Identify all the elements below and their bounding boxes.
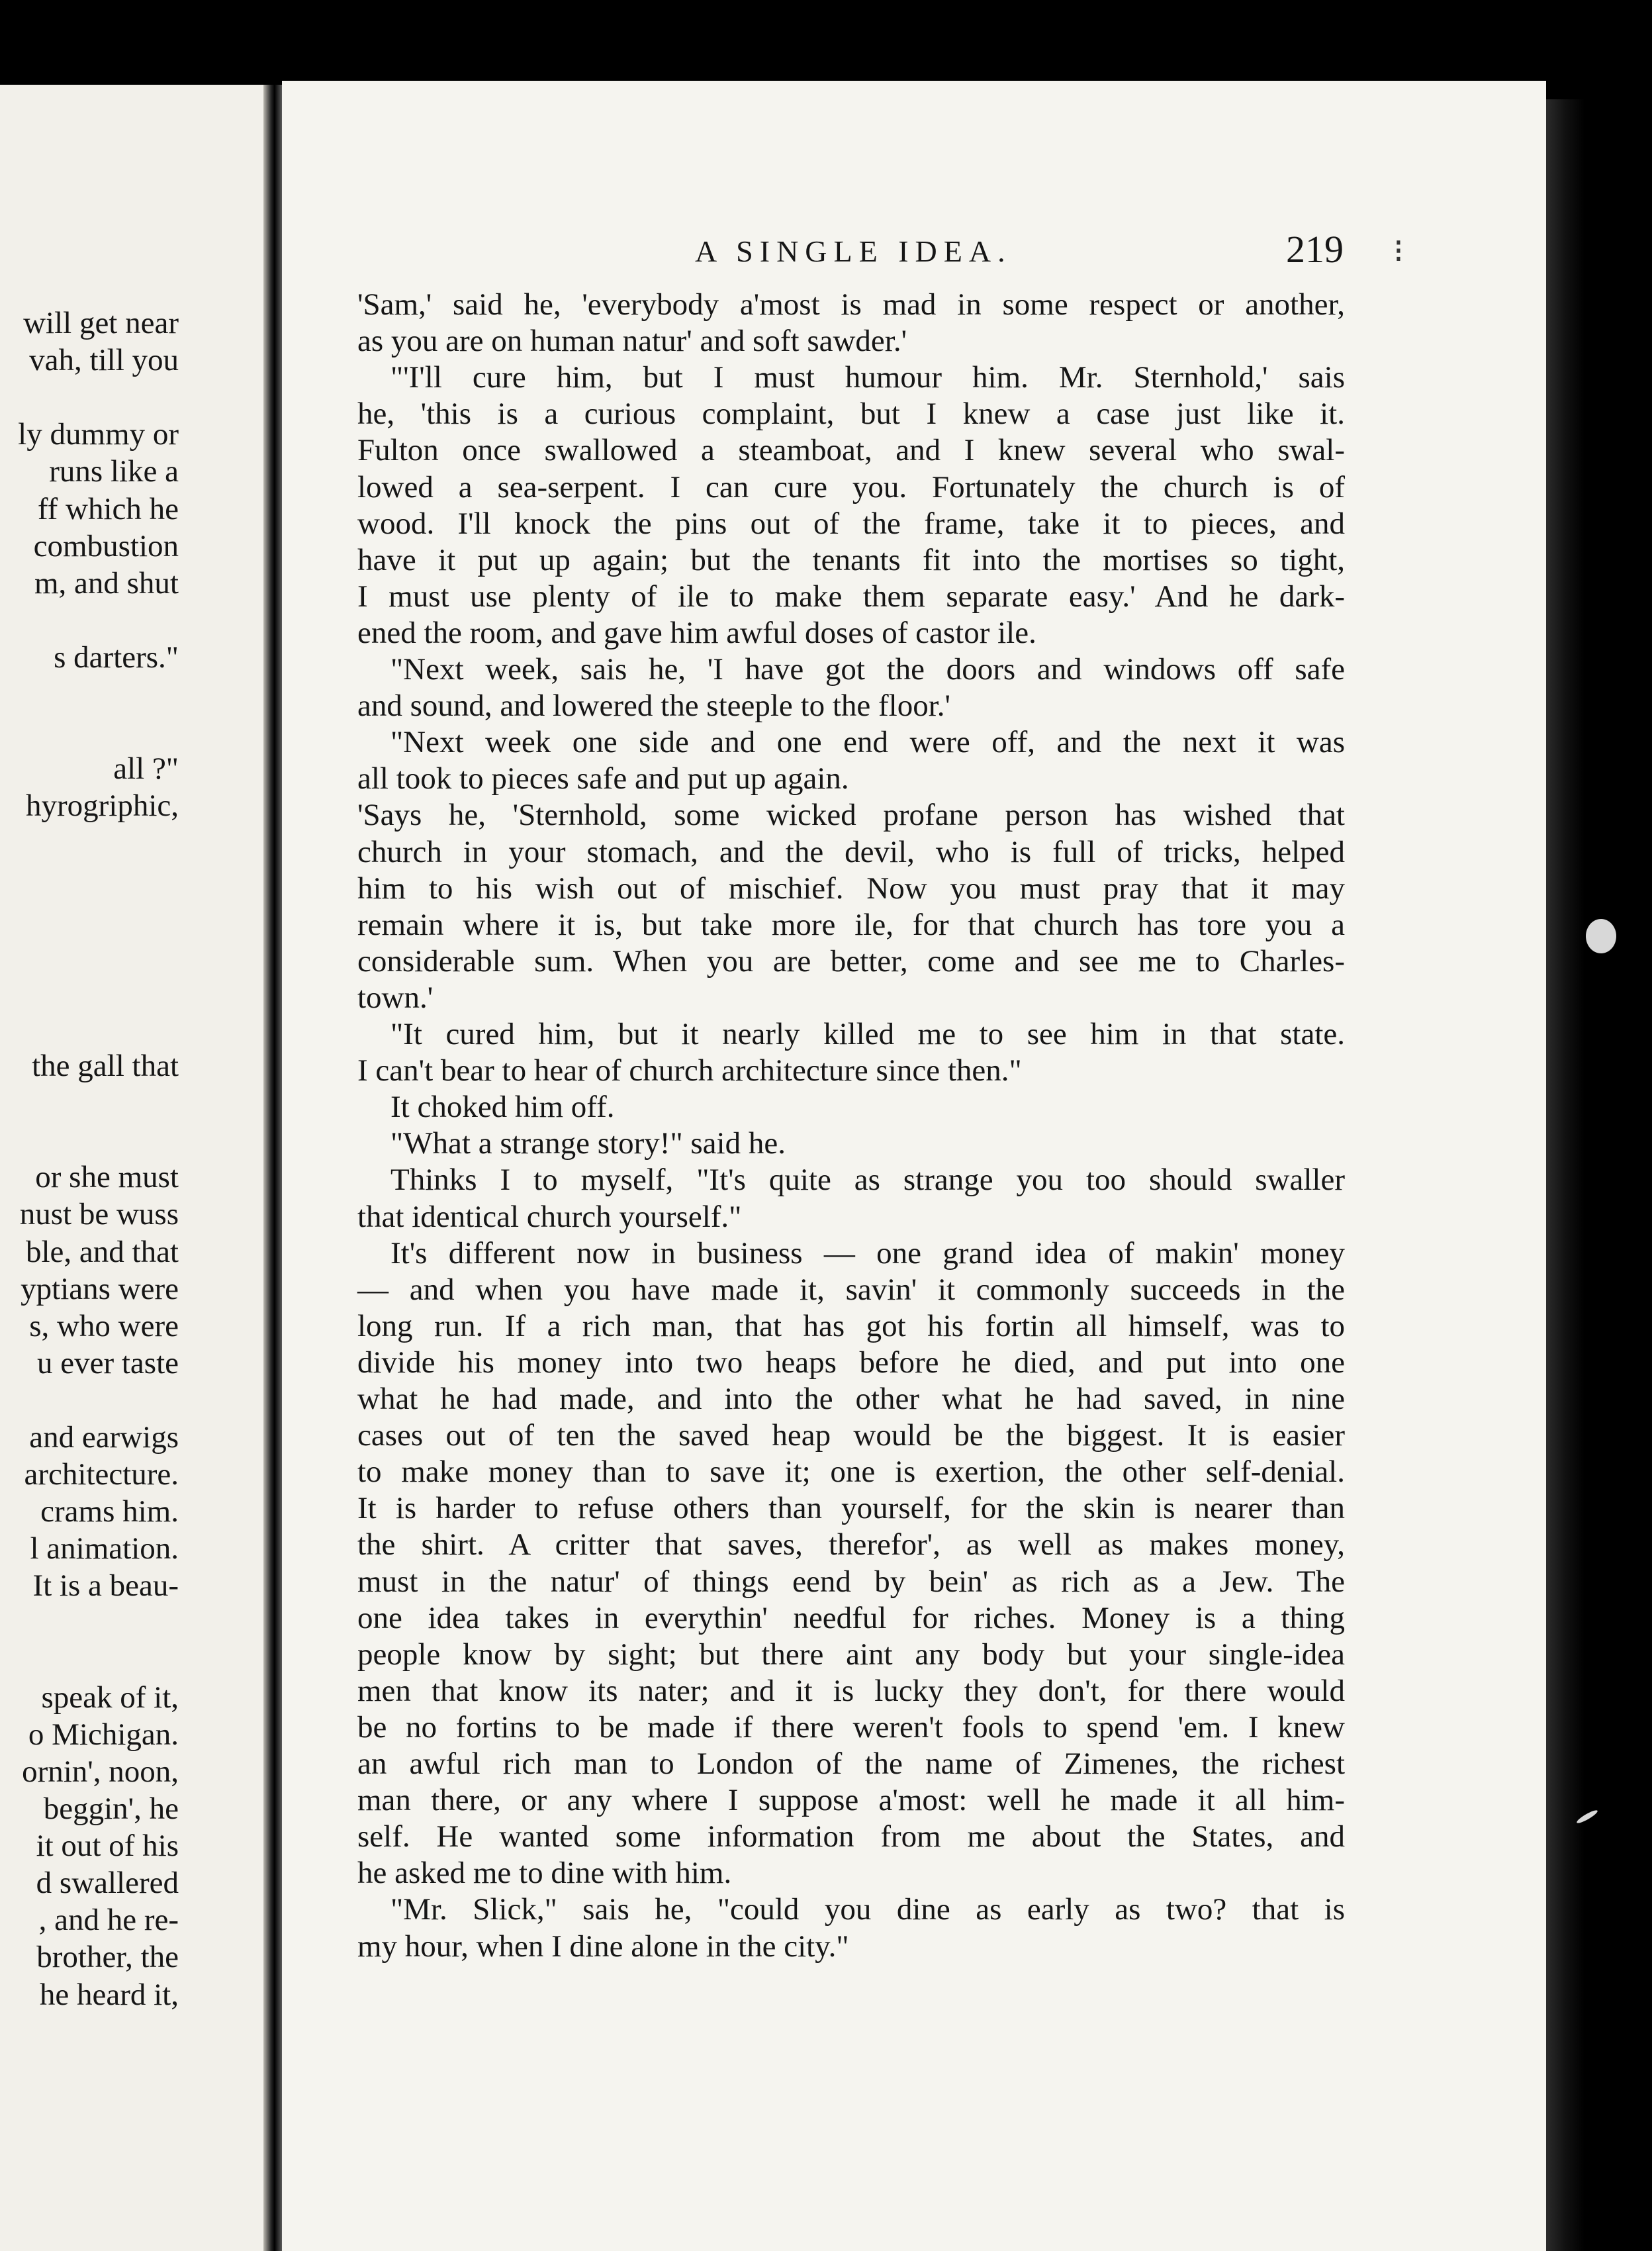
- text-line: "'I'll cure him, but I must humour him. Mr. Sternhold,' sais: [390, 360, 1345, 395]
- left-page: [0, 85, 263, 2251]
- left-page-line: [0, 936, 263, 973]
- left-page-line: [0, 379, 263, 416]
- text-line: man there, or any where I suppose a'most: well he made it all him-: [357, 1783, 1345, 1818]
- running-header: [351, 227, 1344, 273]
- text-line: self. He wanted some information from me about the States, and: [357, 1819, 1345, 1854]
- scan-background: [1584, 0, 1652, 2251]
- book-gutter: [263, 85, 282, 2251]
- text-line: I can't bear to hear of church architecture since then.": [357, 1053, 1022, 1088]
- left-page-line: vah, till you: [29, 343, 179, 378]
- margin-tick: ⁝: [1393, 232, 1404, 269]
- left-page-line: runs like a: [49, 454, 179, 489]
- text-line: 'Sam,' said he, 'everybody a'most is mad in some respect or another,: [357, 287, 1345, 322]
- left-page-line: s darters.": [54, 640, 179, 675]
- left-page-line: the gall that: [32, 1049, 179, 1083]
- text-line: lowed a sea-serpent. I can cure you. Fortunately the church is of: [357, 469, 1345, 504]
- text-line: It choked him off.: [390, 1090, 615, 1125]
- text-line: "It cured him, but it nearly killed me to see him in that state.: [390, 1017, 1345, 1051]
- left-page-line: ornin', noon,: [22, 1754, 179, 1789]
- left-page-line: architecture.: [24, 1457, 179, 1492]
- text-line: Fulton once swallowed a steamboat, and I knew several who swal-: [357, 433, 1345, 468]
- text-line: divide his money into two heaps before he died, and put into one: [357, 1345, 1345, 1380]
- left-page-line: will get near: [23, 306, 179, 340]
- text-line: "Next week one side and one end were off, and the next it was: [390, 725, 1345, 760]
- left-page-line: u ever taste: [36, 1345, 179, 1380]
- left-page-line: [0, 1122, 263, 1159]
- text-line: Thinks I to myself, "It's quite as strange you too should swaller: [390, 1163, 1345, 1198]
- page-number: 219: [1286, 228, 1344, 271]
- left-page-line: [0, 973, 263, 1010]
- left-page-line: [0, 899, 263, 936]
- text-line: him to his wish out of mischief. Now you must pray that it may: [357, 871, 1345, 906]
- text-line: town.': [357, 980, 434, 1015]
- text-line: that identical church yourself.": [357, 1199, 742, 1234]
- left-page-line: [0, 862, 263, 899]
- running-title: A SINGLE IDEA.: [695, 234, 1012, 268]
- text-line: long run. If a rich man, that has got his fortin all himself, was to: [357, 1308, 1345, 1343]
- text-line: considerable sum. When you are better, come and see me to Charles-: [357, 943, 1345, 979]
- left-page-line: l animation.: [30, 1531, 179, 1566]
- text-line: 'Says he, 'Sternhold, some wicked profane person has wished that: [357, 798, 1345, 833]
- left-page-line: ble, and that: [25, 1234, 179, 1269]
- left-page-line: he heard it,: [39, 1977, 179, 2012]
- text-line: wood. I'll knock the pins out of the frame, take it to pieces, and: [357, 506, 1345, 541]
- left-page-line: speak of it,: [41, 1680, 179, 1715]
- text-line: have it put up again; but the tenants fit into the mortises so tight,: [357, 542, 1345, 577]
- page-edge-shadow: [1546, 99, 1584, 2251]
- text-line: remain where it is, but take more ile, for that church has tore you a: [357, 907, 1345, 942]
- left-page-line: , and he re-: [38, 1903, 179, 1938]
- text-line: church in your stomach, and the devil, who is full of tricks, helped: [357, 834, 1345, 869]
- text-line: I must use plenty of ile to make them separate easy.' And he dark-: [357, 579, 1345, 614]
- text-line: and sound, and lowered the steeple to the floor.': [357, 689, 951, 724]
- text-line: people know by sight; but there aint any body but your single-idea: [357, 1637, 1345, 1672]
- text-line: men that know its nater; and it is lucky they don't, for there would: [357, 1673, 1345, 1708]
- left-page-line: combustion: [33, 528, 179, 563]
- left-page-line: [0, 1084, 263, 1122]
- left-page-line: [0, 713, 263, 750]
- left-page-line: ly dummy or: [18, 417, 179, 452]
- text-line: he, 'this is a curious complaint, but I knew a case just like it.: [357, 397, 1345, 432]
- text-line: must in the natur' of things eend by bein' as rich as a Jew. The: [357, 1564, 1345, 1599]
- text-line: all took to pieces safe and put up again.: [357, 761, 849, 796]
- left-page-line: nust be wuss: [19, 1197, 179, 1232]
- left-page-line: [0, 1010, 263, 1047]
- text-line: an awful rich man to London of the name of Zimenes, the richest: [357, 1747, 1345, 1781]
- dust-speck: [1586, 919, 1616, 953]
- text-line: "Mr. Slick," sais he, "could you dine as early as two? that is: [390, 1892, 1345, 1927]
- left-page-line: m, and shut: [34, 565, 179, 600]
- text-line: ened the room, and gave him awful doses of castor ile.: [357, 615, 1036, 650]
- text-line: he asked me to dine with him.: [357, 1856, 732, 1891]
- left-page-line: it out of his: [36, 1829, 179, 1864]
- left-page-line: all ?": [113, 751, 179, 787]
- left-page-line: and earwigs: [29, 1420, 179, 1455]
- text-line: "What a strange story!" said he.: [390, 1126, 786, 1161]
- left-page-line: or she must: [35, 1160, 179, 1195]
- left-page-line: [0, 824, 263, 861]
- text-line: to make money than to save it; one is exertion, the other self-denial.: [357, 1455, 1345, 1490]
- left-page-line: It is a beau-: [32, 1568, 179, 1604]
- left-page-line: [0, 676, 263, 713]
- left-page-line: d swallered: [36, 1866, 179, 1901]
- left-page-line: [0, 602, 263, 639]
- left-page-line: o Michigan.: [28, 1717, 179, 1752]
- text-line: It's different now in business — one grand idea of makin' money: [390, 1235, 1345, 1270]
- left-page-line: brother, the: [36, 1940, 179, 1975]
- left-page-line: beggin', he: [43, 1792, 179, 1826]
- left-page-line: s, who were: [29, 1308, 179, 1343]
- text-line: be no fortins to be made if there weren't fools to spend 'em. I knew: [357, 1709, 1345, 1745]
- left-page-line: yptians were: [21, 1271, 179, 1306]
- text-line: the shirt. A critter that saves, therefor', as well as makes money,: [357, 1527, 1345, 1562]
- text-line: what he had made, and into the other what he had saved, in nine: [357, 1382, 1345, 1416]
- text-line: — and when you have made it, savin' it commonly succeeds in the: [357, 1272, 1345, 1307]
- text-line: cases out of ten the saved heap would be the biggest. It is easier: [357, 1418, 1345, 1453]
- text-line: one idea takes in everythin' needful for riches. Money is a thing: [357, 1600, 1345, 1635]
- left-page-line: crams him.: [40, 1494, 179, 1529]
- left-page-line: ff which he: [37, 491, 179, 526]
- text-line: my hour, when I dine alone in the city.": [357, 1929, 849, 1964]
- left-page-line: hyrogriphic,: [25, 789, 179, 824]
- left-page-line: [0, 1382, 263, 1419]
- left-page-line: [0, 1642, 263, 1679]
- text-line: as you are on human natur' and soft sawder.': [357, 324, 907, 359]
- text-line: "Next week, sais he, 'I have got the doors and windows off safe: [390, 652, 1345, 687]
- left-page-line: [0, 1605, 263, 1642]
- text-line: It is harder to refuse others than yourself, for the skin is nearer than: [357, 1491, 1345, 1526]
